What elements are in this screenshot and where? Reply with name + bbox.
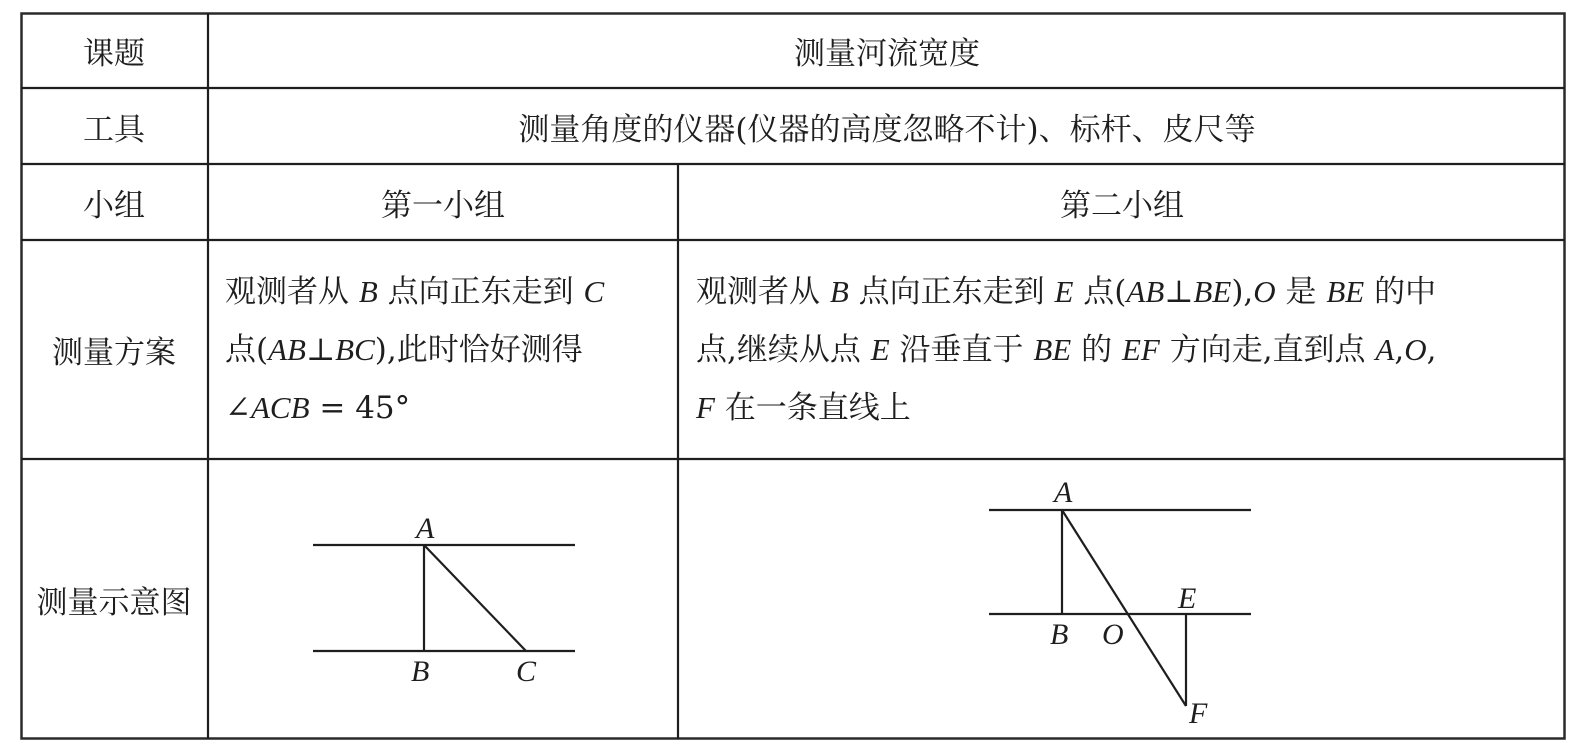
group2-plan [678, 240, 1566, 459]
row-topic-content [208, 12, 1566, 88]
point-label-a: A [1054, 476, 1073, 509]
point-label-b: B [411, 655, 430, 688]
point-label-c: C [516, 655, 537, 688]
tools-value: 测量角度的仪器(仪器的高度忽略不计)、标杆、皮尺等 [518, 111, 1256, 148]
group1-plan-text [225, 263, 604, 437]
group1-name: 第一小组 [381, 187, 505, 224]
diagram-label: 测量示意图 [36, 585, 192, 621]
group1-diagram [208, 459, 678, 740]
group1-plan [208, 240, 678, 459]
segment-ac [424, 545, 526, 651]
row-tools-content [208, 88, 1566, 164]
group2-plan-line-3: F 在一条直线上 [696, 389, 911, 426]
group1-title [208, 164, 678, 240]
point-label-b: B [1050, 618, 1069, 651]
tools-label: 工具 [83, 111, 145, 148]
point-label-f: F [1189, 697, 1208, 730]
group1-plan-line-3: ∠ACB = 45° [225, 389, 411, 426]
row-diagram-header [20, 459, 208, 740]
row-tools-header [20, 88, 208, 164]
measurement-table [20, 12, 1566, 740]
group2-plan-text [696, 263, 1436, 437]
topic-label: 课题 [83, 35, 145, 72]
group1-plan-line-1: 观测者从 B 点向正东走到 C [225, 273, 605, 310]
segment-af [1062, 510, 1186, 706]
group2-name: 第二小组 [1060, 187, 1184, 224]
point-label-e: E [1178, 582, 1197, 615]
group2-plan-line-1: 观测者从 B 点向正东走到 E 点(AB⊥BE),O 是 BE 的中 [696, 273, 1437, 310]
plan-label: 测量方案 [52, 335, 176, 371]
group-label: 小组 [83, 187, 145, 224]
row-topic-header [20, 12, 208, 88]
row-group-header [20, 164, 208, 240]
group2-plan-line-2: 点,继续从点 E 沿垂直于 BE 的 EF 方向走,直到点 A,O, [696, 331, 1437, 368]
row-plan-header [20, 240, 208, 459]
group1-plan-line-2: 点(AB⊥BC),此时恰好测得 [225, 331, 583, 368]
point-label-o: O [1102, 618, 1124, 651]
topic-value: 测量河流宽度 [794, 35, 980, 72]
group2-diagram [678, 459, 1566, 740]
group2-title [678, 164, 1566, 240]
point-label-a: A [416, 512, 435, 545]
